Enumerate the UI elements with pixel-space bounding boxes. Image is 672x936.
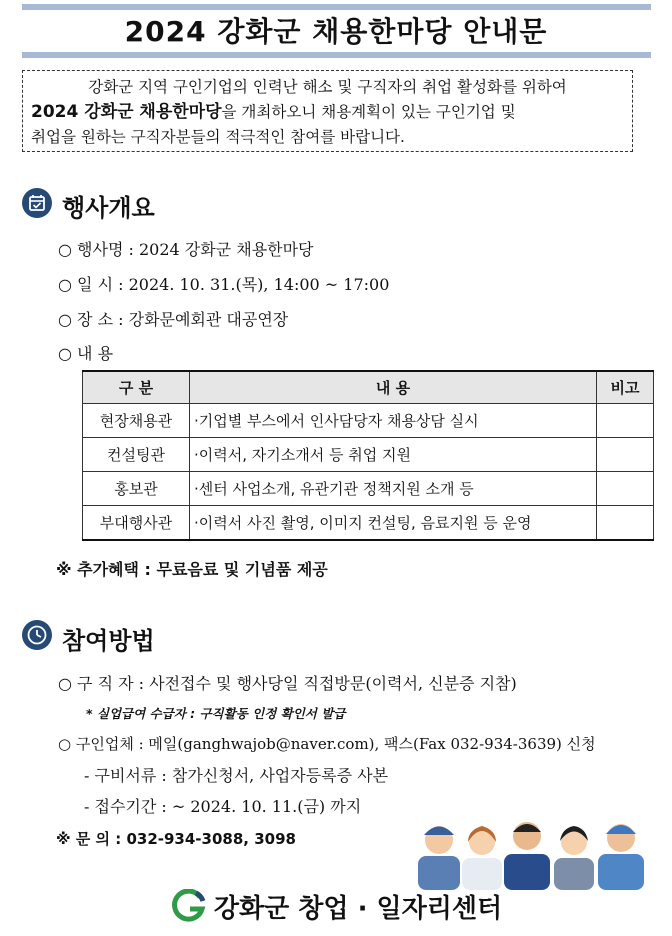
intro-line-1: 강화군 지역 구인기업의 인력난 해소 및 구직자의 취업 활성화를 위하여: [88, 78, 567, 96]
clock-icon: [22, 620, 52, 650]
intro-line-2-rest: 을 개최하오니 채용계획이 있는 구인기업 및: [221, 103, 516, 121]
worker-figure-5: [598, 824, 644, 890]
participation-company: ○ 구인업체 : 메일(ganghwajob@naver.com), 팩스(Fax 032-934-3639) 신청: [58, 735, 596, 753]
participation-docs: - 구비서류 : 참가신청서, 사업자등록증 사본: [84, 766, 389, 785]
table-cell-remark: [597, 472, 654, 506]
table-cell-remark: [597, 438, 654, 472]
section-title-overview: 행사개요: [62, 194, 155, 222]
workers-illustration: [414, 808, 664, 890]
worker-figure-3: [504, 822, 550, 890]
footer-org-name: 강화군 창업 · 일자리센터: [213, 894, 503, 924]
participation-period: - 접수기간 : ~ 2024. 10. 11.(금) 까지: [84, 797, 362, 816]
table-row: [83, 404, 654, 438]
content-table: [82, 370, 654, 541]
table-cell-category: 홍보관: [83, 472, 190, 506]
intro-event-name: 2024 강화군 채용한마당: [31, 102, 222, 122]
table-cell-category: 현장채용관: [83, 404, 190, 438]
intro-box: [22, 70, 633, 152]
table-cell-category: 컨설팅관: [83, 438, 190, 472]
table-header-remark: 비고: [597, 371, 654, 404]
footer-org: [0, 888, 672, 930]
participation-seeker-note: * 실업급여 수급자 : 구직활동 인정 확인서 발급: [86, 706, 346, 721]
overview-item-date: ○ 일 시 : 2024. 10. 31.(목), 14:00 ~ 17:00: [58, 275, 390, 294]
table-header-content: 내 용: [190, 371, 597, 404]
overview-item-place: ○ 장 소 : 강화문예회관 대공연장: [58, 310, 289, 329]
table-cell-content: ·이력서, 자기소개서 등 취업 지원: [190, 438, 597, 472]
table-cell-content: ·기업별 부스에서 인사담당자 채용상담 실시: [190, 404, 597, 438]
table-cell-remark: [597, 506, 654, 541]
table-header-row: [83, 371, 654, 404]
table-row: [83, 438, 654, 472]
worker-figure-1: [418, 826, 460, 890]
participation-seeker: ○ 구 직 자 : 사전접수 및 행사당일 직접방문(이력서, 신분증 지참): [58, 674, 517, 693]
calendar-icon: [22, 188, 52, 218]
table-row: [83, 506, 654, 541]
overview-item-name: ○ 행사명 : 2024 강화군 채용한마당: [58, 240, 314, 259]
table-row: [83, 472, 654, 506]
overview-item-content: ○ 내 용: [58, 344, 114, 363]
table-cell-category: 부대행사관: [83, 506, 190, 541]
page-title: 2024 강화군 채용한마당 안내문: [124, 15, 548, 48]
extra-benefit-note: ※ 추가혜택 : 무료음료 및 기념품 제공: [56, 560, 328, 579]
worker-figure-4: [554, 826, 594, 890]
intro-line-3: 취업을 원하는 구직자분들의 적극적인 참여를 바랍니다.: [31, 128, 405, 146]
intro-line-2: [31, 100, 624, 125]
title-bar-bottom: [22, 52, 651, 58]
table-cell-content: ·센터 사업소개, 유관기관 정책지원 소개 등: [190, 472, 597, 506]
table-header-category: 구 분: [83, 371, 190, 404]
table-cell-remark: [597, 404, 654, 438]
table-cell-content: ·이력서 사진 촬영, 이미지 컨설팅, 음료지원 등 운영: [190, 506, 597, 541]
contact-note: ※ 문 의 : 032-934-3088, 3098: [56, 830, 296, 848]
center-logo-icon: [170, 889, 208, 930]
worker-figure-2: [462, 826, 502, 890]
section-title-participation: 참여방법: [62, 627, 155, 655]
